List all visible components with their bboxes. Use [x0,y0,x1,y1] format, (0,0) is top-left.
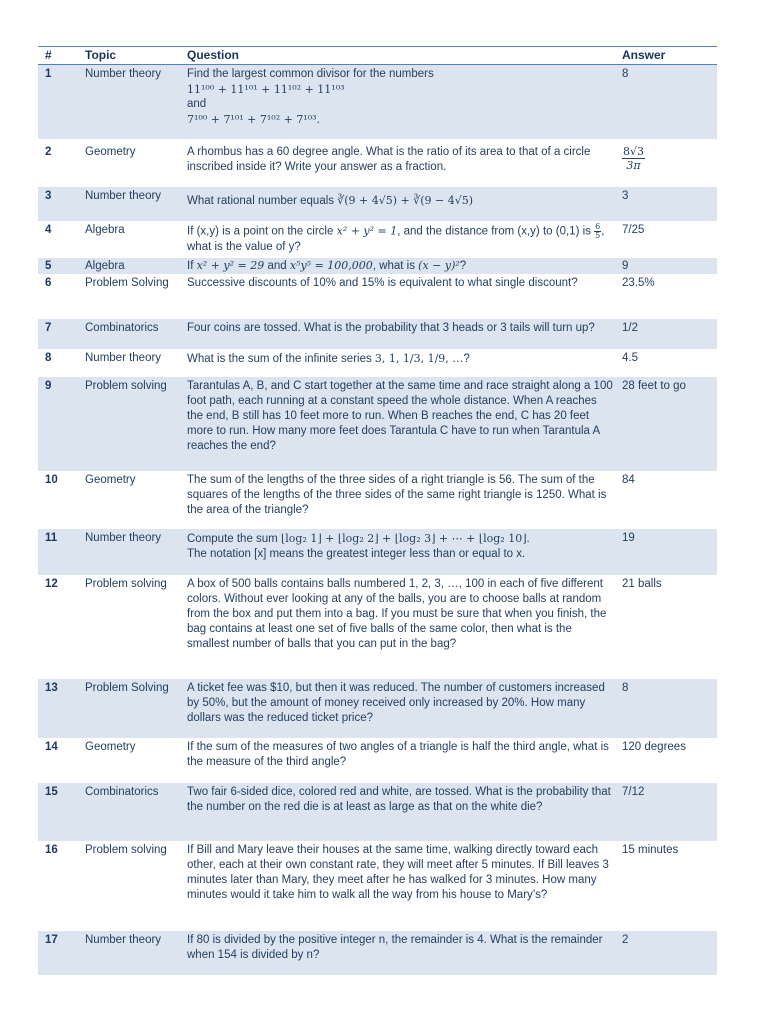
table-row [38,529,717,575]
header-number: # [45,48,52,62]
row-question [187,67,615,127]
row-question: Successive discounts of 10% and 15% is equivalent to what single discount? [187,277,578,289]
row-answer [622,145,717,172]
row-answer: 120 degrees [622,741,686,753]
table-row [38,349,717,377]
row-topic: Algebra [85,260,125,272]
row-question: If 80 is divided by the positive integer n, the remainder is 4. What is the remainder when 154 is divided by n? [187,934,603,961]
row-topic: Algebra [85,224,125,236]
fraction-denominator: 5 [595,231,601,240]
question-text: , what is [372,260,415,272]
row-number: 15 [45,786,58,798]
row-question: If Bill and Mary leave their houses at the same time, walking directly toward each other, each at their own constant rate, they will meet after 5 minutes. If Bill leaves 3 minutes later than Mary, they meet after he has walked for 3 minutes. How many minutes would it take him to walk all the way from his house to Mary’s? [187,844,609,901]
row-question: Four coins are tossed. What is the probability that 3 heads or 3 tails will turn up? [187,322,595,334]
table-row [38,738,717,783]
row-answer: 7/12 [622,786,645,798]
row-number: 4 [45,224,52,236]
row-number: 14 [45,741,58,753]
header-answer: Answer [622,48,666,62]
math-expression: x² + y² = 1 [336,224,398,238]
row-number: 13 [45,682,58,694]
math-expression: 3, 1, 1/3, 1/9, … [374,352,464,365]
table-row [38,187,717,221]
question-text: Find the largest common divisor for the numbers [187,68,434,80]
table-row [38,139,717,187]
row-question: A ticket fee was $10, but then it was reduced. The number of customers increased by 50%, but the amount of money received only increased by 20%. How many dollars was the reduced ticket price? [187,682,605,724]
row-answer: 15 minutes [622,844,679,856]
row-topic: Combinatorics [85,786,159,798]
row-question: A rhombus has a 60 degree angle. What is the ratio of its area to that of a circle inscribed inside it? Write your answer as a fraction. [187,146,591,173]
row-number: 1 [45,68,52,80]
question-text: and [267,260,287,272]
question-text: , what is the value of y? [187,225,605,253]
row-number: 16 [45,844,58,856]
row-answer: 28 feet to go [622,380,686,392]
row-topic: Problem Solving [85,682,169,694]
row-topic: Geometry [85,146,136,158]
row-topic: Problem solving [85,844,167,856]
row-answer: 2 [622,934,629,946]
row-answer: 3 [622,190,629,202]
problems-table [38,46,717,975]
row-topic: Number theory [85,934,162,946]
row-number: 10 [45,474,58,486]
math-expression: ⌊log₂ 1⌋ + ⌊log₂ 2⌋ + ⌊log₂ 3⌋ + ⋯ + ⌊log₂ 10⌋ [280,532,527,545]
table-row [38,274,717,319]
row-topic: Number theory [85,68,162,80]
row-question [187,351,615,367]
table-row [38,841,717,931]
table-row [38,471,717,529]
row-topic: Number theory [85,190,162,202]
math-expression: x⁵y⁵ = 100,000 [289,259,373,272]
question-text: If (x,y) is a point on the circle [187,225,334,238]
table-header [38,46,717,65]
question-text: ? [459,260,467,272]
table-row [38,319,717,349]
row-question [187,531,615,562]
row-topic: Number theory [85,532,162,544]
fraction-numerator: 6 [595,222,601,231]
row-answer: 84 [622,474,635,486]
question-text: , and the distance from (x,y) to (0,1) is [397,225,591,238]
row-number: 12 [45,578,58,590]
math-expression: 7¹⁰⁰ + 7¹⁰¹ + 7¹⁰² + 7¹⁰³. [187,113,321,126]
row-topic: Number theory [85,352,162,364]
row-answer: 1/2 [622,322,638,334]
table-row [38,221,717,258]
row-question [187,258,615,274]
row-answer: 8 [622,682,629,694]
math-expression: ∛(9 + 4√5) + ∛(9 − 4√5) [337,194,474,207]
row-topic: Geometry [85,474,136,486]
table-row [38,65,717,139]
question-text: ? [463,353,470,365]
row-topic: Combinatorics [85,322,159,334]
row-number: 3 [45,190,52,202]
row-number: 6 [45,277,52,289]
row-topic: Geometry [85,741,136,753]
row-question: If the sum of the measures of two angles of a triangle is half the third angle, what is the measure of the third angle? [187,741,609,768]
row-answer: 9 [622,260,629,272]
math-expression: (x − y)² [418,259,460,272]
row-question: The sum of the lengths of the three sides of a right triangle is 56. The sum of the squares of the lengths of the three sides of the same right triangle is 1250. What is the area of the triangle? [187,474,607,516]
row-question: Two fair 6-sided dice, colored red and white, are tossed. What is the probability that the number on the red die is at least as large as that on the white die? [187,786,611,813]
row-number: 17 [45,934,58,946]
table-row [38,575,717,679]
row-question: A box of 500 balls contains balls numbered 1, 2, 3, …, 100 in each of five different colors. Without ever looking at any of the balls, you are to choose balls at random from the box and put them into a bag. If you must be sure that when you finish, the bag contains at least one set of five balls of the same color, then what is the smallest number of balls that you can put in the bag? [187,578,607,650]
row-topic: Problem Solving [85,277,169,289]
table-row [38,377,717,471]
question-text: . [526,533,530,545]
row-answer: 4.5 [622,352,638,364]
row-number: 2 [45,146,52,158]
question-text: What rational number equals [187,195,335,207]
table-row [38,258,717,274]
math-expression: 11¹⁰⁰ + 11¹⁰¹ + 11¹⁰² + 11¹⁰³ [187,83,345,96]
row-number: 5 [45,260,52,272]
row-number: 7 [45,322,52,334]
row-answer: 19 [622,532,635,544]
math-expression: x² + y² = 29 [196,259,265,272]
row-answer: 21 balls [622,578,662,590]
row-answer: 8 [622,68,629,80]
table-row [38,931,717,975]
question-text: and [187,98,207,110]
row-answer: 7/25 [622,224,645,236]
question-text: If [187,260,194,272]
question-text: Compute the sum [187,533,278,545]
row-number: 9 [45,380,52,392]
row-question: Tarantulas A, B, and C start together at the same time and race straight along a 100 foot path, each running at a constant speed the whole distance. When A reaches the end, B still has 10 feet more to run. When B reaches the end, C has 20 feet more to run. How many more feet does Tarantula C have to run when Tarantula A reaches the end? [187,380,613,452]
row-topic: Problem solving [85,380,167,392]
row-answer: 23.5% [622,277,655,289]
table-row [38,679,717,738]
header-question: Question [187,48,240,62]
row-question [187,193,615,209]
question-note: The notation [x] means the greatest integer less than or equal to x. [187,548,526,560]
question-text: What is the sum of the infinite series [187,353,372,365]
header-topic: Topic [85,48,117,62]
row-number: 11 [45,532,58,544]
row-question [187,223,615,255]
table-row [38,783,717,841]
answer-denominator: 3π [626,159,641,172]
answer-numerator: 8√3 [623,145,645,158]
row-topic: Problem solving [85,578,167,590]
row-number: 8 [45,352,52,364]
